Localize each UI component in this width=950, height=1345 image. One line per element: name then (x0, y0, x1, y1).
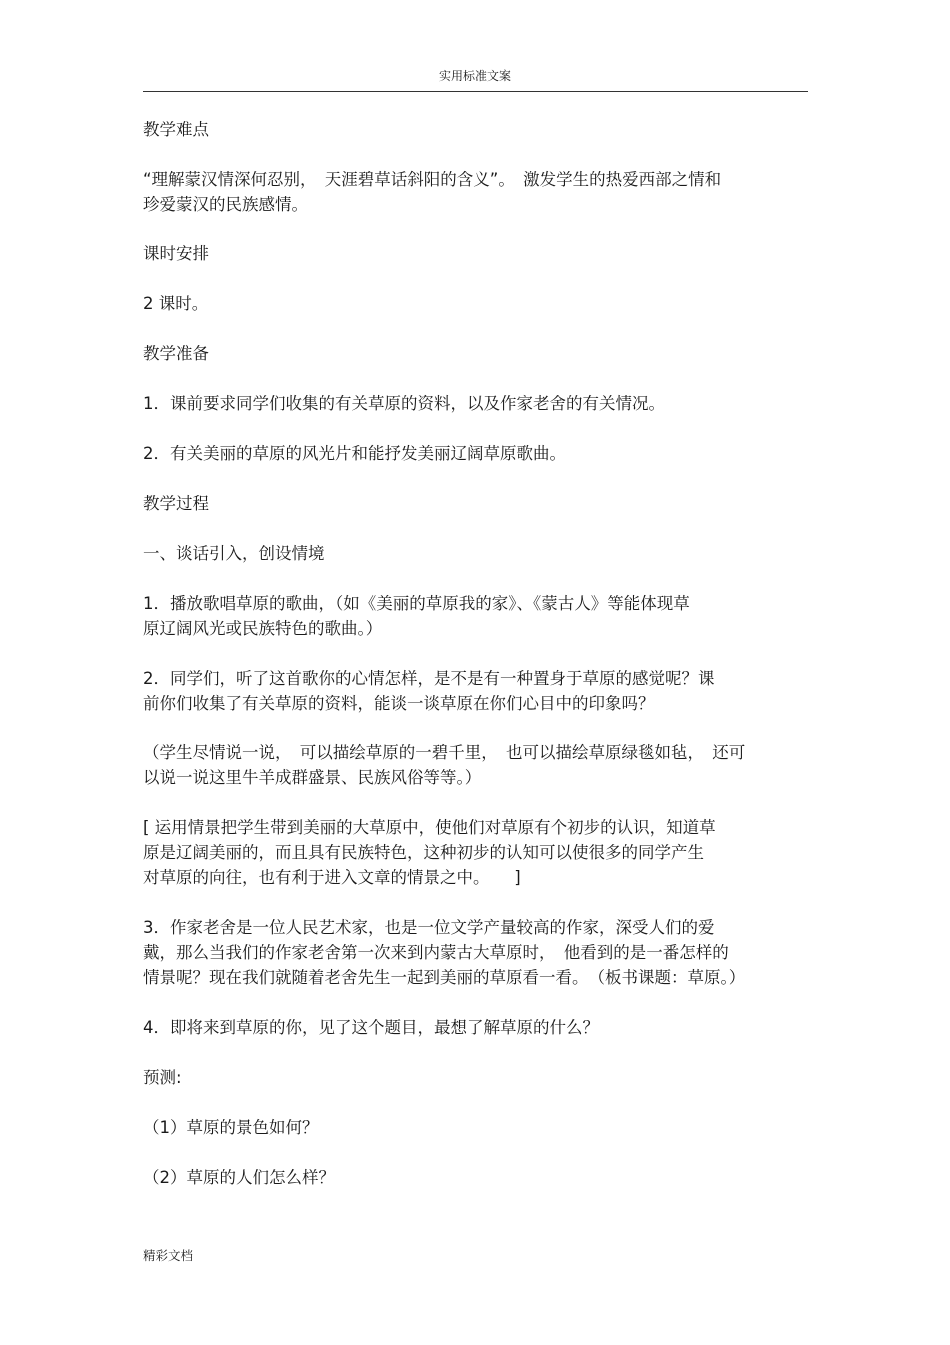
text-line: （学生尽情说一说， 可以描绘草原的一碧千里， 也可以描绘草原绿毯如毡， 还可 (143, 743, 746, 762)
text-line: 2．同学们，听了这首歌你的心情怎样，是不是有一种置身于草原的感觉呢？课 (143, 669, 715, 688)
text-line: （2）草原的人们怎么样？ (143, 1168, 335, 1187)
text-line: “理解蒙汉情深何忍别， 天涯碧草话斜阳的含义”。 激发学生的热爱西部之情和 (143, 170, 722, 189)
text-line: 2．有关美丽的草原的风光片和能抒发美丽辽阔草原歌曲。 (143, 444, 566, 463)
text-line: 预测: (143, 1068, 182, 1087)
header-rule (143, 91, 808, 92)
text-line: 原是辽阔美丽的，而且具有民族特色，这种初步的认知可以使很多的同学产生 (143, 843, 704, 862)
heading-process: 教学过程 (143, 494, 209, 513)
text-line: 2 课时。 (143, 294, 209, 313)
section-heading: 一、谈话引入，创设情境 (143, 544, 325, 563)
page-header: 实用标准文案 (438, 69, 511, 83)
heading-difficulty: 教学难点 (143, 120, 209, 139)
text-line: 戴，那么当我们的作家老舍第一次来到内蒙古大草原时， 他看到的是一番怎样的 (143, 943, 729, 962)
heading-preparation: 教学准备 (143, 344, 209, 363)
text-line: 以说一说这里牛羊成群盛景、民族风俗等等。） (143, 768, 482, 787)
text-line: 对草原的向往，也有利于进入文章的情景之中。 ] (143, 868, 521, 887)
text-line: 原辽阔风光或民族特色的歌曲。） (143, 619, 383, 638)
page-footer: 精彩文档 (143, 1248, 194, 1263)
text-line: 4．即将来到草原的你，见了这个题目，最想了解草原的什么？ (143, 1018, 599, 1037)
text-line: （1）草原的景色如何？ (143, 1118, 319, 1137)
text-line: 1．播放歌唱草原的歌曲，（如《美丽的草原我的家》、《蒙古人》等能体现草 (143, 594, 690, 613)
text-line: [ 运用情景把学生带到美丽的大草原中，使他们对草原有个初步的认识，知道草 (143, 818, 716, 837)
heading-schedule: 课时安排 (143, 244, 209, 263)
text-line: 情景呢？现在我们就随着老舍先生一起到美丽的草原看一看。 （板书课题：草原。） (143, 968, 746, 987)
text-line: 1．课前要求同学们收集的有关草原的资料，以及作家老舍的有关情况。 (143, 394, 665, 413)
text-line: 3．作家老舍是一位人民艺术家，也是一位文学产量较高的作家，深受人们的爱 (143, 918, 715, 937)
text-line: 珍爱蒙汉的民族感情。 (143, 195, 308, 214)
text-line: 前你们收集了有关草原的资料，能谈一谈草原在你们心目中的印象吗？ (143, 694, 655, 713)
